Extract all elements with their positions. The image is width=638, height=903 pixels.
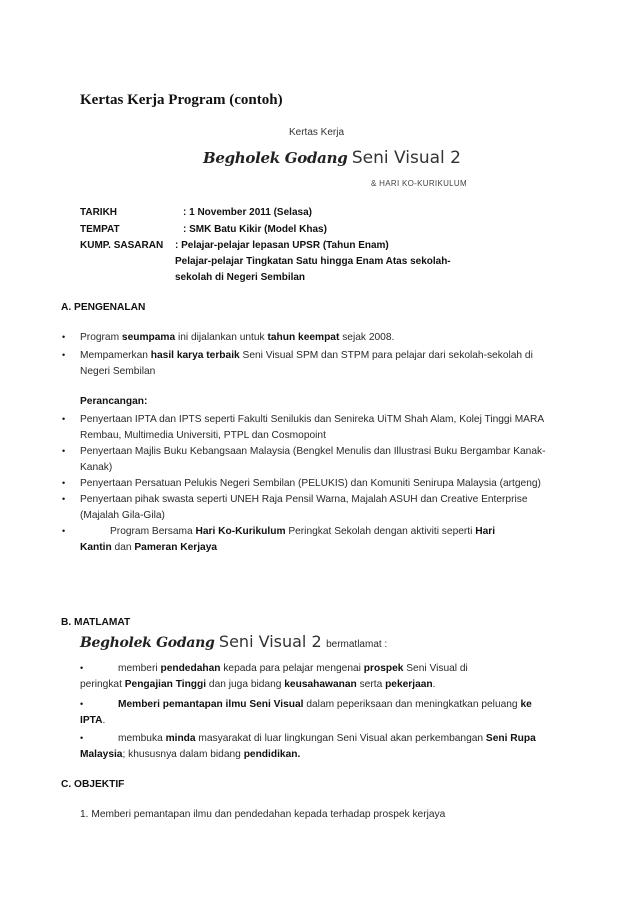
tempat-label: TEMPAT — [80, 224, 120, 235]
perancangan-item-3: Penyertaan Persatuan Pelukis Negeri Sembilan (PELUKIS) dan Komuniti Senirupa Malaysia (artgeng) — [80, 478, 541, 489]
matlamat-item-3: membuka minda masyarakat di luar lingkungan Seni Visual akan perkembangan Seni Rupa Malaysia; khususnya dalam bidang pendidikan. — [80, 733, 536, 760]
kump-value-3: sekolah di Negeri Sembilan — [175, 272, 306, 283]
matlamat-title-suffix: bermatlamat : — [326, 639, 388, 650]
perancangan-item-4: Penyertaan pihak swasta seperti UNEH Raja Pensil Warna, Majalah ASUH dan Creative Enterprise (Majalah Gila-Gila) — [80, 494, 528, 521]
event-title-rest: Seni Visual 2 — [351, 148, 461, 168]
subtitle: Kertas Kerja — [289, 127, 345, 138]
perancangan-item-2: Penyertaan Majlis Buku Kebangsaan Malaysia (Bengkel Menulis dan Illustrasi Buku Bergambar Kanak- Kanak) — [80, 446, 546, 473]
kump-value-2: Pelajar-pelajar Tingkatan Satu hingga Enam Atas sekolah- — [175, 256, 451, 267]
bullet-icon: • — [62, 494, 66, 504]
pengenalan-item-1: Program seumpama ini dijalankan untuk tahun keempat sejak 2008. — [80, 332, 395, 343]
bullet-icon: • — [62, 350, 66, 360]
matlamat-title-rest: Seni Visual 2 — [218, 632, 322, 651]
perancangan-item-5: Program Bersama Hari Ko-Kurikulum Peringkat Sekolah dengan aktiviti seperti Hari Kantin dan Pameran Kerjaya — [80, 526, 496, 553]
perancangan-item-1: Penyertaan IPTA dan IPTS seperti Fakulti Senilukis dan Senireka UiTM Shah Alam, Kolej Tinggi MARA Rembau, Multimedia Universiti, PTPL dan Cosmopoint — [80, 414, 545, 441]
objektif-item-1: 1. Memberi pemantapan ilmu dan pendedahan kepada terhadap prospek kerjaya — [80, 809, 446, 820]
document-title: Kertas Kerja Program (contoh) — [80, 92, 283, 108]
bullet-icon: • — [62, 478, 66, 488]
bullet-icon: • — [62, 414, 66, 424]
bullet-icon: • — [62, 332, 66, 342]
pengenalan-item-2: Mempamerkan hasil karya terbaik Seni Visual SPM dan STPM para pelajar dari sekolah-sekolah di Negeri Sembilan — [80, 350, 533, 377]
section-a-heading: A. PENGENALAN — [61, 302, 146, 313]
tarikh-label: TARIKH — [80, 207, 118, 218]
event-title — [203, 148, 461, 168]
perancangan-heading: Perancangan: — [80, 396, 148, 407]
bullet-icon: • — [62, 446, 66, 456]
bullet-icon: • — [80, 699, 84, 709]
tarikh-value: : 1 November 2011 (Selasa) — [183, 207, 312, 218]
bullet-icon: • — [80, 663, 84, 673]
event-subline: & HARI KO-KURIKULUM — [371, 179, 467, 188]
matlamat-title — [80, 632, 387, 653]
section-c-heading: C. OBJEKTIF — [61, 779, 125, 790]
matlamat-title-fancy: Begholek Godang — [80, 635, 215, 651]
kump-label: KUMP. SASARAN — [80, 240, 164, 251]
bullet-icon: • — [80, 733, 84, 743]
event-title-fancy: Begholek Godang — [203, 149, 348, 167]
section-b-heading: B. MATLAMAT — [61, 617, 131, 628]
matlamat-item-1: memberi pendedahan kepada para pelajar mengenai prospek Seni Visual di peringkat Pengajian Tinggi dan juga bidang keusahawanan serta pekerjaan. — [80, 663, 468, 690]
tempat-value: : SMK Batu Kikir (Model Khas) — [183, 224, 327, 235]
bullet-icon: • — [62, 526, 66, 536]
matlamat-item-2: Memberi pemantapan ilmu Seni Visual dalam peperiksaan dan meningkatkan peluang ke IPTA. — [80, 699, 532, 726]
kump-value-1: : Pelajar-pelajar lepasan UPSR (Tahun Enam) — [175, 240, 389, 251]
